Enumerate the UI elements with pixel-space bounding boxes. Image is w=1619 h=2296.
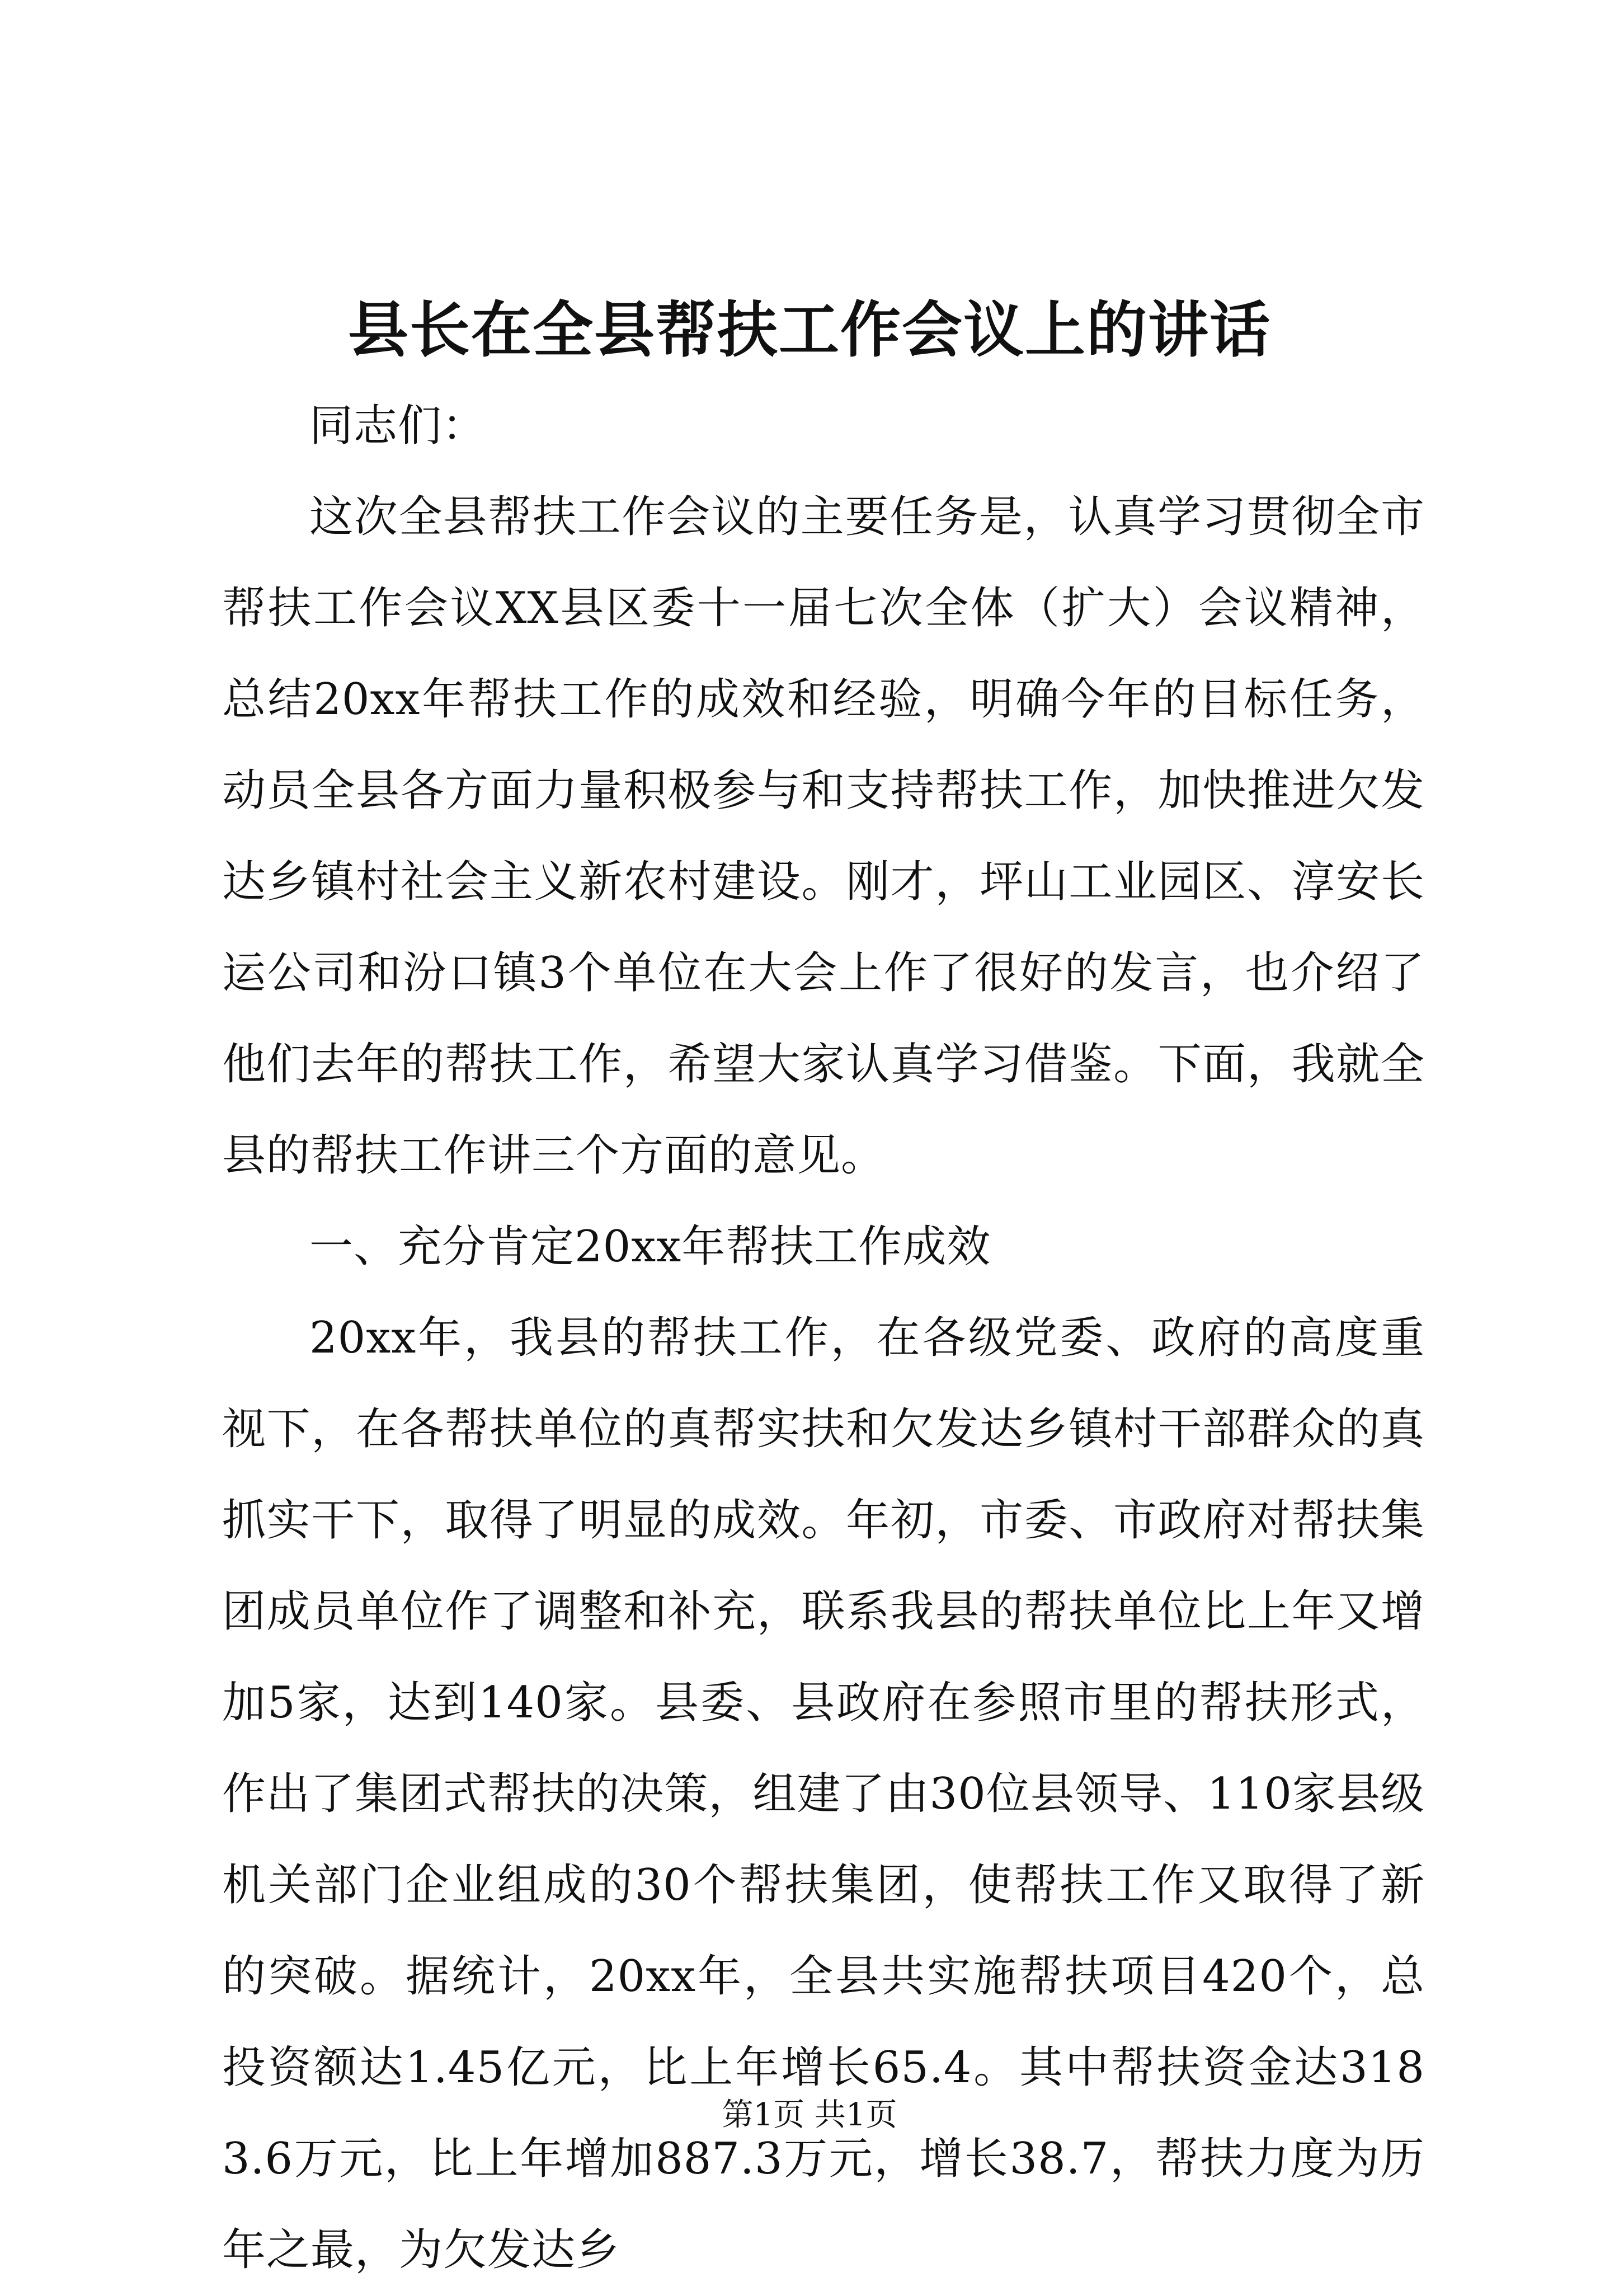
document-body [222, 381, 1425, 2296]
document-title: 县长在全县帮扶工作会议上的讲话 [347, 295, 1271, 365]
page-footer: 第1页 共1页 [722, 2097, 897, 2133]
body-paragraph: 20xx年，我县的帮扶工作，在各级党委、政府的高度重视下，在各帮扶单位的真帮实扶和欠发达乡镇村干部群众的真抓实干下，取得了明显的成效。年初，市委、市政府对帮扶集团成员单位作了调整和补充，联系我县的帮扶单位比上年又增加5家，达到140家。县委、县政府在参照市里的帮扶形式，作出了集团式帮扶的决策，组建了由30位县领导、110家县级机关部门企业组成的30个帮扶集团，使帮扶工作又取得了新的突破。据统计，20xx年，全县共实施帮扶项目420个，总投资额达1.45亿元，比上年增长65.4。其中帮扶资金达3183.6万元，比上年增加887.3万元，增长38.7，帮扶力度为历年之最，为欠发达乡 [222, 1313, 1425, 2275]
section-heading: 一、充分肯定20xx年帮扶工作成效 [309, 1222, 991, 1272]
salutation-paragraph: 同志们： [309, 401, 487, 451]
intro-paragraph: 这次全县帮扶工作会议的主要任务是，认真学习贯彻全市帮扶工作会议XX县区委十一届七次全体（扩大）会议精神，总结20xx年帮扶工作的成效和经验，明确今年的目标任务，动员全县各方面力量积极参与和支持帮扶工作，加快推进欠发达乡镇村社会主义新农村建设。刚才，坪山工业园区、淳安长运公司和汾口镇3个单位在大会上作了很好的发言，也介绍了他们去年的帮扶工作，希望大家认真学习借鉴。下面，我就全县的帮扶工作讲三个方面的意见。 [222, 492, 1425, 1181]
